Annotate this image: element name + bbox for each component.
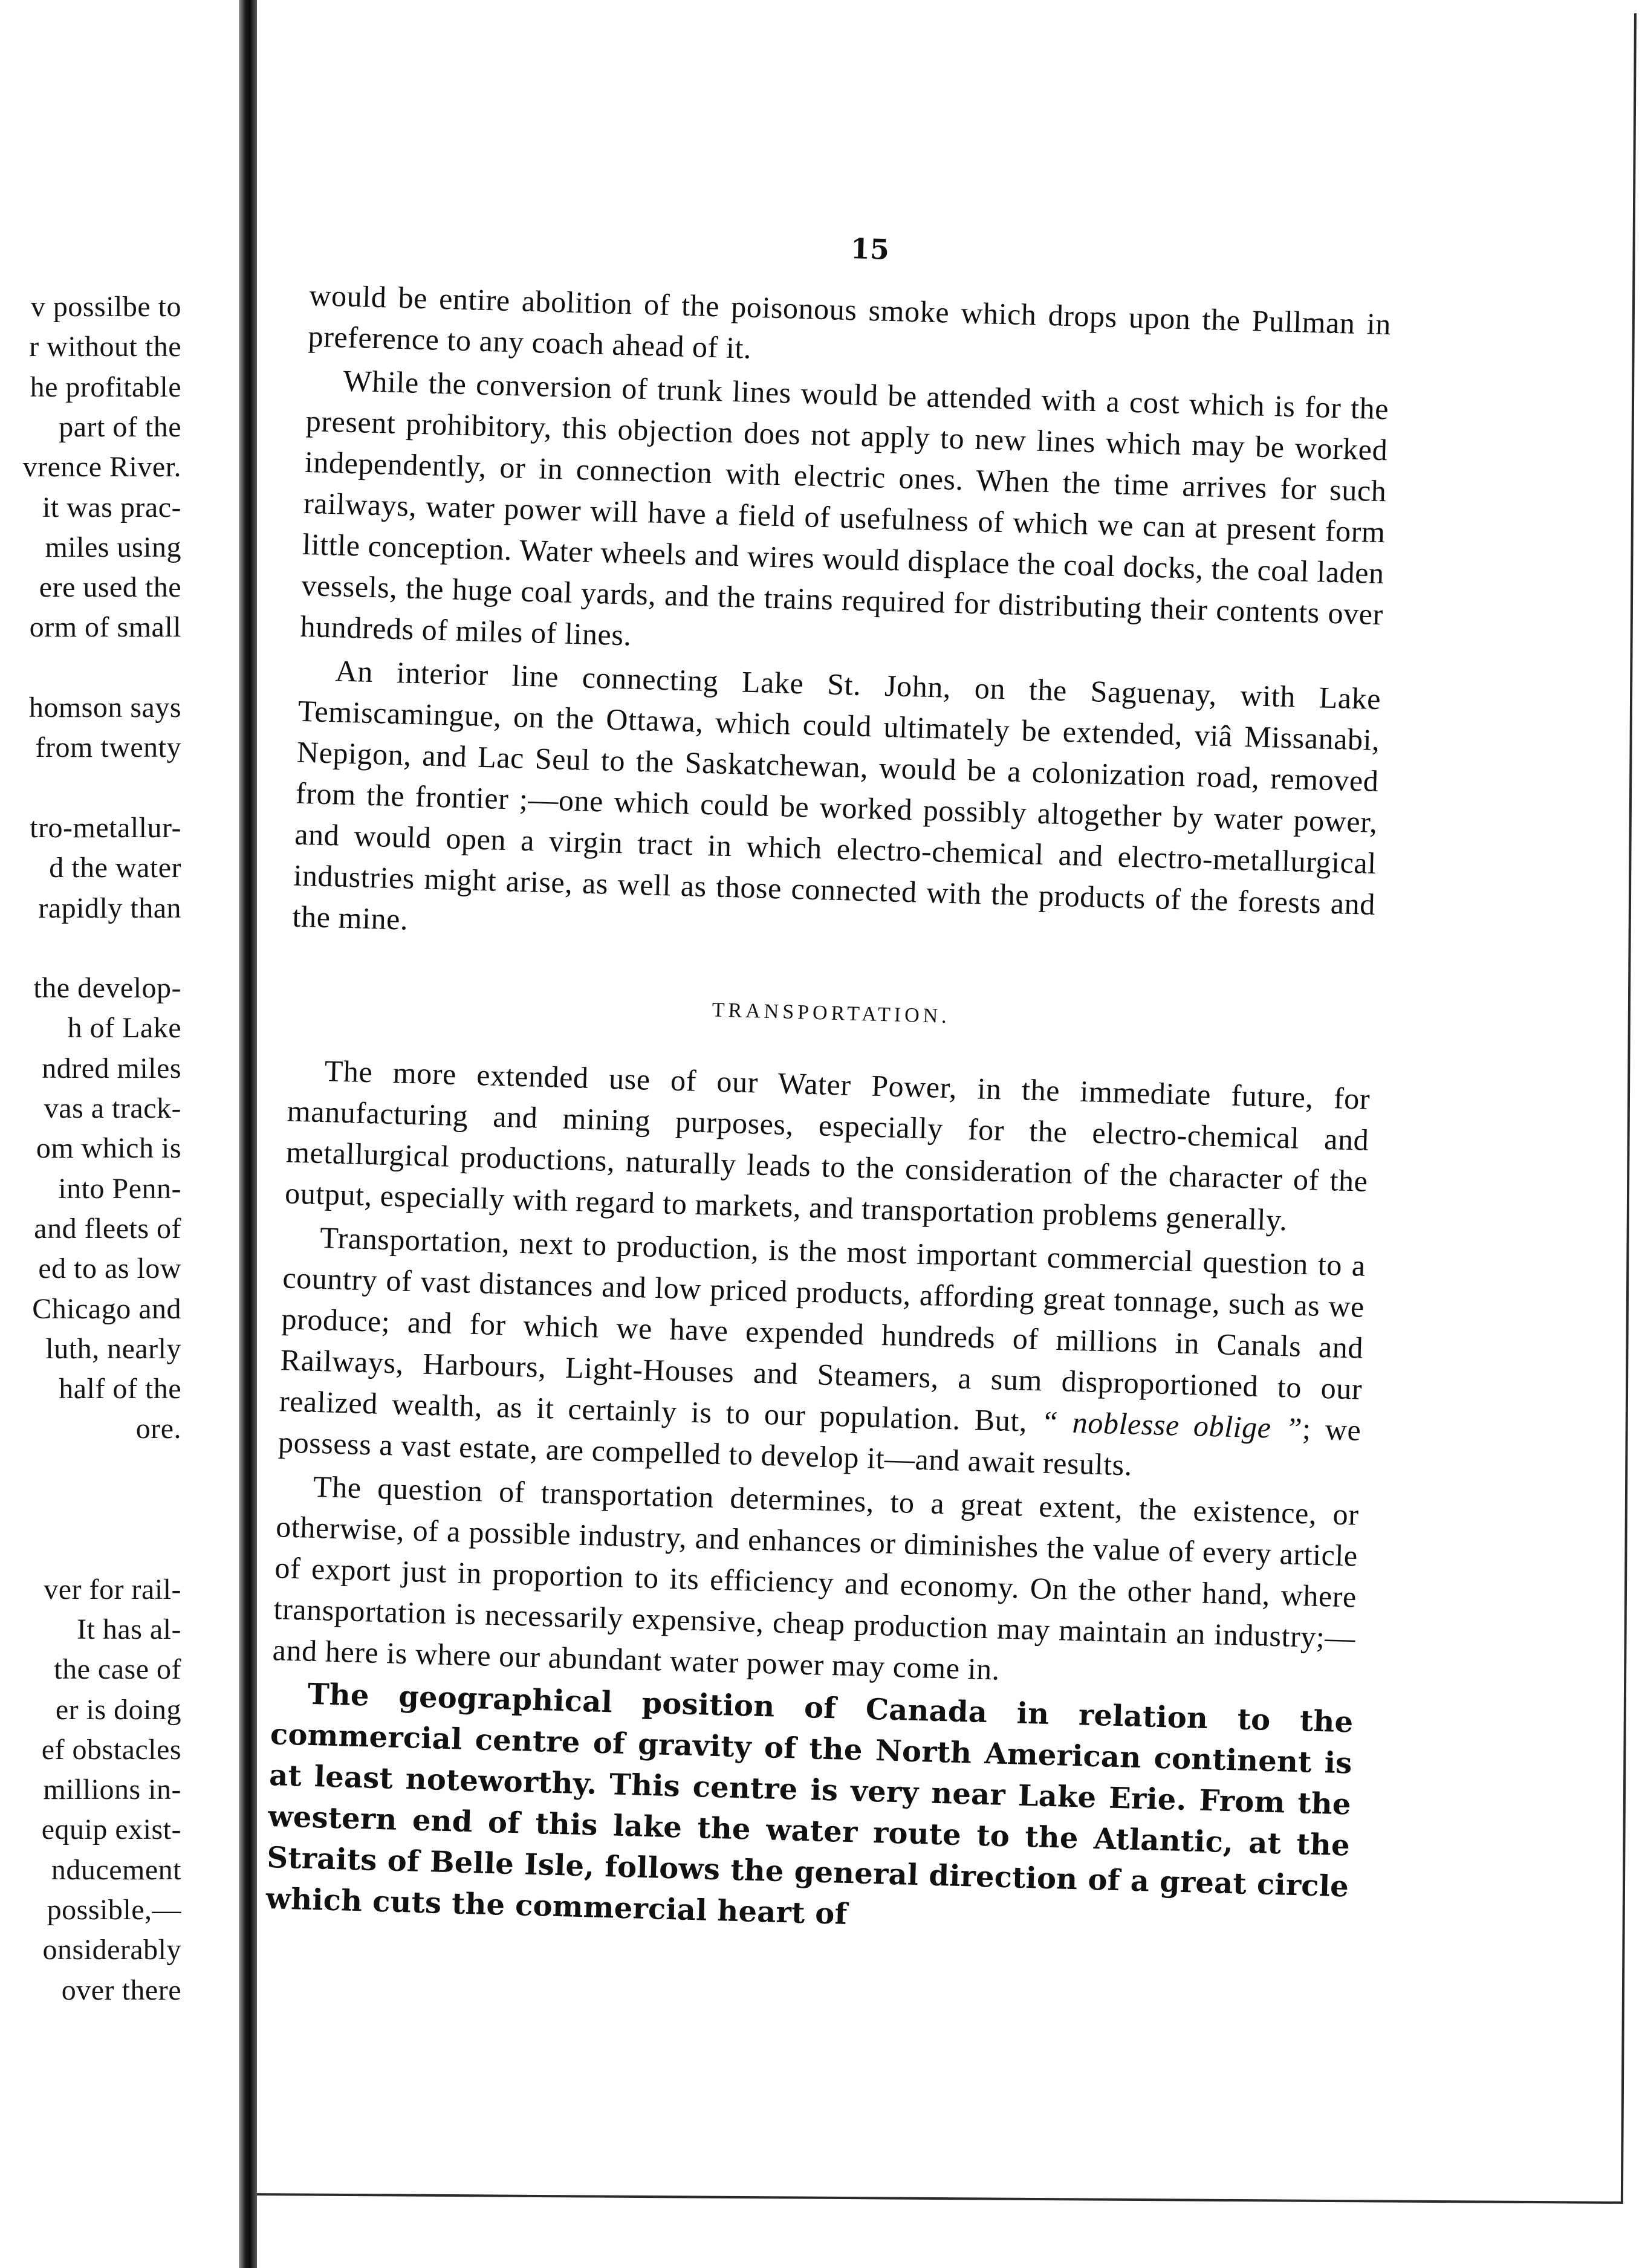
paragraph-geographical: The geographical position of Canada in relation to the commercial centre of gravity of the North American continent is at least noteworthy. This centre is very near Lake Erie. From the western end of this lake the water route to the Atlantic, at the Straits of Belle Isle, follows the general direction of a great circle which cuts the commercial heart of: [265, 1677, 1354, 1931]
left-page-line: ef obstacles: [41, 1734, 181, 1766]
left-page-line: and fleets of: [34, 1213, 181, 1245]
section-heading: TRANSPORTATION.: [712, 999, 951, 1028]
paragraph-transportation-end: ; we possess a vast estate, are compelled to develop it—and await results.: [277, 1411, 1362, 1482]
paragraph-interior-line: An interior line connecting Lake St. John, on the Saguenay, with Lake Temiscamingue, on the Ottawa, which could ultimately be extended, viâ Missanabi, Nepigon, and Lac Seul to the Saskatchewan, would be a colonization road, removed from the frontier ;—one which could be worked possibly altogether by water power, and would open a virgin tract in which electro-chemical and electro-metallurgical industries might arise, as well as those connected with the products of the forests and the mine.: [291, 653, 1381, 936]
left-page-line: millions in-: [43, 1774, 181, 1806]
left-page-line: he profitable: [30, 371, 181, 403]
page-content: [265, 218, 1394, 1948]
left-page-line: equip exist-: [41, 1813, 181, 1845]
left-page-line: ed to as low: [38, 1252, 181, 1285]
left-page-line: er is doing: [55, 1694, 181, 1726]
left-page-line: tro-metallur-: [30, 812, 181, 844]
paragraph-conversion: While the conversion of trunk lines would be attended with a cost which is for the present prohibitory, this objection does not apply to new lines which may be worked independently, or in connection with electric ones. When the time arrives for such railways, water power will have a field of usefulness of which we can at present form little conception. Water wheels and wires would displace the coal docks, the coal laden vessels, the huge coal yards, and the trains required for distributing their contents over hundreds of miles of lines.: [299, 363, 1389, 652]
left-page-line: ore.: [135, 1413, 181, 1445]
left-page-line: possible,—: [47, 1894, 181, 1926]
left-page-line: It has al-: [77, 1613, 181, 1645]
left-page-line: into Penn-: [58, 1173, 181, 1205]
left-page-line: ver for rail-: [44, 1573, 181, 1605]
left-page-line: the develop-: [33, 972, 181, 1004]
page-number: 15: [850, 232, 890, 266]
left-page-line: Chicago and: [32, 1293, 181, 1325]
left-page-line: over there: [61, 1974, 181, 2006]
left-page-line: h of Lake: [67, 1012, 181, 1044]
left-page-line: vrence River.: [22, 451, 181, 483]
paragraph-smoke: would be entire abolition of the poisonous smoke which drops upon the Pullman in preference to any coach ahead of it.: [307, 277, 1392, 365]
paragraph-transportation-question: [277, 1216, 1366, 1491]
noblesse-oblige-phrase: “ noblesse oblige ”: [1040, 1404, 1303, 1446]
left-page-line: miles using: [45, 531, 181, 563]
left-page-line: om which is: [36, 1132, 181, 1164]
right-page: [257, 0, 1642, 2268]
book-gutter: [239, 0, 257, 2268]
left-page-line: onsiderably: [42, 1934, 181, 1966]
left-page-line: r without the: [29, 331, 181, 363]
left-page-line: rapidly than: [38, 892, 181, 924]
left-page-line: d the water: [49, 852, 181, 884]
paragraph-water-power: The more extended use of our Water Power, in the immediate future, for manufacturing and mining purposes, especially for the electro-chemical and metallurgical productions, naturally leads to the consideration of the character of the output, especially with regard to markets, and transportation problems generally.: [284, 1054, 1371, 1237]
left-page-line: vas a track-: [44, 1092, 181, 1124]
paragraph-transportation-text: Transportation, next to production, is the most important commercial question to a country of vast distances and low priced products, affording great tonnage, such as we produce; and for which we have expended hundreds of millions in Canals and Railways, Harbours, Light-Houses and Steamers, a sum disproportioned to our realized wealth, as it certainly is to our population. But,: [279, 1220, 1366, 1438]
left-page-line: luth, nearly: [45, 1333, 181, 1365]
left-facing-page: [0, 0, 239, 2268]
left-page-line: homson says: [28, 692, 181, 724]
left-page-line: ere used the: [39, 571, 181, 603]
left-page-line: part of the: [59, 411, 181, 443]
left-page-line: from twenty: [35, 731, 181, 763]
left-page-line: half of the: [59, 1373, 181, 1405]
left-page-line: the case of: [54, 1653, 181, 1685]
left-page-line: v possilbe to: [30, 291, 181, 323]
left-page-line: ndred miles: [42, 1052, 181, 1084]
left-page-line: it was prac-: [42, 491, 181, 523]
left-page-line: nducement: [51, 1854, 181, 1886]
left-page-line: orm of small: [29, 611, 181, 643]
paragraph-existence: The question of transportation determines, to a great extent, the existence, or otherwise, of a possible industry, and enhances or diminishes the value of every article of export just in proportion to its efficiency and economy. On the other hand, where transportation is necessarily expensive, cheap production may maintain an industry;—and here is where our abundant water power may come in.: [272, 1469, 1360, 1686]
